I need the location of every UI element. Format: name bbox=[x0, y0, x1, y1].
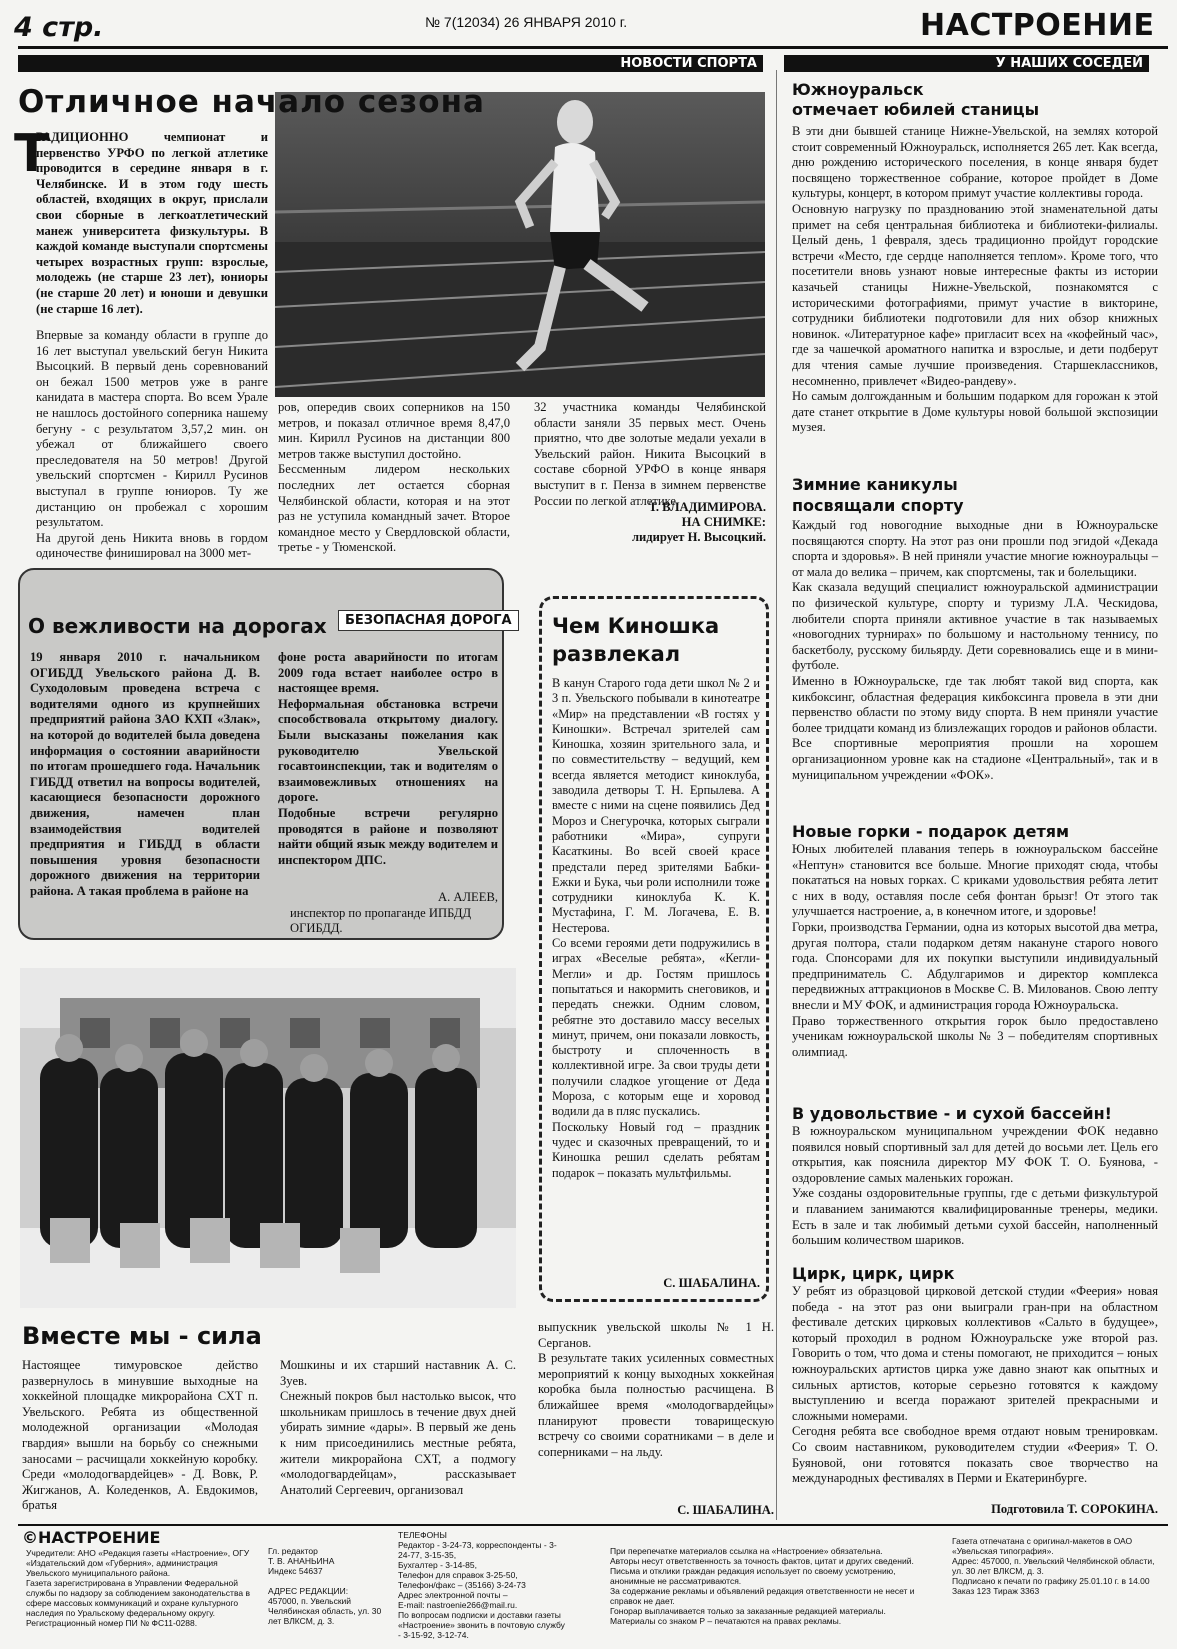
right-a5-title: Цирк, цирк, цирк bbox=[792, 1264, 955, 1283]
article2-col1: 19 января 2010 г. начальником ОГИБДД Увельского района Д. В. Суходоловым проведена встреча с водителями одного из крупнейших предприятий района ЗАО КХП «Злак», на которой до водителей была доведена информация о состоянии аварийности по итогам прошедшего года. Начальник ГИБДД ответил на вопросы водителей, касающиеся безопасности дорожного движения, намечен план взаимодействия водителей предприятия и ГИБДД в области повышения уровня безопасности дорожного движения на территории района. А такая проблема в районе на bbox=[30, 650, 260, 898]
footer-editor: Гл. редактор Т. В. АНАНЬИНА Индекс 54637 АДРЕС РЕДАКЦИИ: 457000, п. Увельский Челябинская область, ул. 30 лет ВЛКСМ, д. 3. bbox=[268, 1546, 382, 1626]
article4-col1: Настоящее тимуровское действо развернулось в минувшие выходные на хоккейной площадке микрорайона СХТ п. Увельского. Ребята из общественной молодежной организации «Молодая гвардия» вышли на борьбу со снежными заносами – расчищали хоккейную коробку. Среди «молодогвардейцев» - Д. Вовк, Р. Жигжанов, А. Коледенков, А. Евдокимов, братья bbox=[22, 1358, 258, 1513]
article2-signature-role: инспектор по пропаганде ИПБДД ОГИБДД. bbox=[290, 906, 472, 935]
footer-printing: Газета отпечатана с оригинал-макетов в ОАО «Увельская типография». Адрес: 457000, п. Увельский Челябинской области, ул. 30 лет ВЛКСМ, д. 3. Подписано к печати по графику 25.01.10 г. в 14.00 Заказ 123 Тираж 3363 bbox=[952, 1536, 1155, 1596]
right-column-divider bbox=[776, 70, 777, 1520]
article1-drop-cap: Т bbox=[14, 124, 50, 184]
right-a2-title: Зимние каникулы посвящали спорту bbox=[792, 475, 964, 515]
header-rule bbox=[18, 46, 1168, 49]
right-a1-title: Южноуральск отмечает юбилей станицы bbox=[792, 80, 1040, 119]
article1-lead: РАДИЦИОННО чемпионат и первенство УРФО по легкой атлетике проводится в середине января в г. Челябинске. И в этом году шесть областей, входящих в округ, прислали свои сборные в легкоатлетический манеж университета физкультуры. В каждой команде выступали спортсмены четырех возрастных групп: взрослые, молодежь (не старше 23 лет), юниоры (не старше 20 лет) и юноши и девушки (не старше 16 лет). bbox=[36, 130, 268, 316]
page-number: 4 стр. bbox=[14, 12, 104, 43]
article2-rubric: БЕЗОПАСНАЯ ДОРОГА bbox=[338, 610, 519, 631]
right-a3-body: Юных любителей плавания теперь в южноуральском бассейне «Нептун» становится все больше. Многие приходят сюда, чтобы покататься на новых горках. С криками удовольствия ребята летит с них в воду, оставляя после себя фонтан брызг! От этого так улучшается настроение, а, в конечном итоге, и здоровье! Горки, производства Германии, одна из которых высотой два метра, другая полтора, стали подарком детям накануне старого нового года. Спонсорами для их покупки выступили индивидуальный предприниматель С. Абдулгаримов и директор комплекса передвижных аттракционов в Москве С. В. Милованов. Свою лепту внесли и МУ ФОК, и администрация города Южноуральска. Право торжественного открытия горок было предоставлено ученикам южноуральской школы № 3 – победителям спортивных олимпиад. bbox=[792, 842, 1158, 1059]
volunteers-photo bbox=[20, 968, 516, 1308]
right-a5-signature: Подготовила Т. СОРОКИНА. bbox=[991, 1502, 1158, 1516]
article2-signature: А. АЛЕЕВ, bbox=[438, 890, 498, 904]
right-a1-body: В эти дни бывшей станице Нижне-Увельской, на землях которой стоит современный Южноуральск, исполняется 265 лет. Как всегда, дню рождению исторического поселения, в конце января будет посвящено торжественное собрание, которое пройдет в Доме культуры, концерт, в котором примут участие коллективы города. Основную нагрузку по празднованию этой знаменательной даты примет на себя центральная библиотека и библиотеки-филиалы. Целый день, 1 февраля, здесь традиционно пройдут городские встречи «Место, где сердце наполняется теплом». Кроме того, что посетители вновь узнают новые интересные факты из истории казачьей станицы Нижне-Увельской, познакомятся с историческими фотографиями, примут участие в викторине, сотрудники библиотеки подготовили для них обзор книжных новинок. «Литературное кафе» пригласит всех на «кофейный час», где за чашечкой ароматного напитка и взрослые, и дети подберут для чтения самые лучшие произведения. Старшеклассников, несомненно, привлечет «Видео-рандеву». Но самым долгожданным и большим подарком для горожан к этой дате станет открытие в Доме культуры новой большой экспозиции музея. bbox=[792, 124, 1158, 435]
article4-title: Вместе мы - сила bbox=[22, 1322, 262, 1350]
article2-title: О вежливости на дорогах bbox=[28, 614, 327, 638]
footer-logo: ©НАСТРОЕНИЕ bbox=[22, 1528, 161, 1547]
article3-body: В канун Старого года дети школ № 2 и 3 п. Увельского побывали в кинотеатре «Мир» на представлении «В гостях у Киношки». Встречал зрителей сам Киношка, хозяин зрительного зала, и по совместительству – ведущий, кем всегда является методист киноклуба, заводила детворы Т. Н. Ерпылева. А вместе с ними на сцене появились Дед Мороз и Снегурочка, которых сыграли работники «Мира», супруги Касаткины. Во всей своей красе предстали перед зрителями Бабки-Ежки и Бука, чьи роли исполнили тоже сотрудники киноклуба К. К. Мустафина, Г. М. Логачева, Е. В. Нестерова. Со всеми героями дети подружились в играх «Веселые ребята», «Кегли-Мегли» и др. Гостям пришлось попытаться и накормить снеговиков, и передать снежки. Одним словом, ребятне это доставило массу веселых минут, причем, они показали ловкость, быстроту и сплоченность в коллективной игре. За свои труды дети получили сладкое угощение от Деда Мороза, с которым еще и хоровод водили да в пляс пускались. Поскольку Новый год – праздник чудес и сказочных превращений, то и Киношка решил сделать ребятам подарок – показать мультфильмы. bbox=[552, 676, 760, 1180]
article1-signature: Т. ВЛАДИМИРОВА. НА СНИМКЕ: лидирует Н. Высоцкий. bbox=[631, 500, 766, 544]
issue-line: № 7(12034) 26 ЯНВАРЯ 2010 г. bbox=[425, 14, 628, 30]
rubric-sports: НОВОСТИ СПОРТА bbox=[18, 55, 763, 72]
article1-title: Отличное начало сезона bbox=[18, 84, 485, 120]
footer-founders: Учредители: АНО «Редакция газеты «Настроение», ОГУ «Издательский дом «Губерния», администрация Увельского муниципального района. Газета зарегистрирована в Управлении Федеральной службы по надзору за соблюдением законодательства в сфере массовых коммуникаций и охране культурного наследия по Уральскому федеральному округу. Регистрационный номер ПИ № ФС11-0288. bbox=[26, 1548, 250, 1628]
article4-signature: С. ШАБАЛИНА. bbox=[677, 1503, 774, 1517]
footer-notes: При перепечатке материалов ссылка на «Настроение» обязательна. Авторы несут ответственность за точность фактов, цитат и других сведений. Письма и отклики граждан редакция использует по своему усмотрению, анонимные не рассматриваются. За содержание рекламы и объявлений редакция ответственности не несет и справок не дает. Гонорар выплачивается только за заказанные редакцией материалы. Материалы со знаком Р – печатаются на правах рекламы. bbox=[610, 1546, 915, 1626]
right-a3-title: Новые горки - подарок детям bbox=[792, 822, 1070, 841]
article3-title: Чем Киношка развлекал bbox=[552, 614, 720, 666]
footer-rule bbox=[18, 1524, 1168, 1526]
right-a4-title: В удовольствие - и сухой бассейн! bbox=[792, 1104, 1112, 1123]
article1-col3: 32 участника команды Челябинской области заняли 35 первых мест. Очень приятно, что две золотые медали уехали в Увельский район. Никита Высоцкий в составе сборной УРФО в конце января выступит в г. Пенза в зимнем первенстве России по легкой атлетике. bbox=[534, 400, 766, 508]
article2-col2: фоне роста аварийности по итогам 2009 года встает наиболее остро в настоящее время. Неформальная обстановка встречи способствовала открытому диалогу. Были высказаны пожелания как руководителю Увельской госавтоинспекции, так и водителям о взаимовежливых отношениях на дороге. Подобные встречи регулярно проводятся в районе и позволяют найти общий язык между водителем и инспектором ДПС. bbox=[278, 650, 498, 867]
article1-col2: ров, опередив своих соперников на 150 метров, и показал отличное время 8,47,0 мин. Кирилл Русинов на дистанции 800 метров также выступил достойно. Бессменным лидером нескольких последних лет остается сборная Челябинской области, которая и на этот раз не уступила командный зачет. Второе командное место у Свердловской области, третье - у Тюменской. bbox=[278, 400, 510, 555]
article3-signature: С. ШАБАЛИНА. bbox=[663, 1276, 760, 1290]
article4-col2: Мошкины и их старший наставник А. С. Зуев. Снежный покров был настолько высок, что школьникам пришлось в течение двух дней убирать зимние «дары». В первый же день к ним присоединились местные ребята, жители микрорайона СХТ, а подмогу «молодогвардейцам», рассказывает Анатолий Сергеевич, организовал bbox=[280, 1358, 516, 1497]
footer-phones: ТЕЛЕФОНЫ Редактор - 3-24-73, корреспонденты - 3-24-77, 3-15-35, Бухгалтер - 3-14-85, Телефон для справок 3-25-50, Телефон/факс – (35166) 3-24-73 Адрес электронной почты – E-mail: nastroenie266@mail.ru. По вопросам подписки и доставки газеты «Настроение» звонить в почтовую службу - 3-15-92, 3-12-74. bbox=[398, 1530, 565, 1640]
right-a4-body: В южноуральском муниципальном учреждении ФОК недавно появился новый спортивный зал для детей до восьми лет. Цель его открытия, как пояснила директор МУ ФОК Т. О. Буянова, - оздоровление самых маленьких горожан. Уже созданы оздоровительные группы, где с детьми физкультурой и плаванием занимаются квалифицированные тренеры, медики. Есть в зале и так любимый детьми сухой бассейн, наполненный большим количеством шариков. bbox=[792, 1124, 1158, 1248]
masthead: НАСТРОЕНИЕ bbox=[920, 8, 1155, 43]
rubric-neighbors: У НАШИХ СОСЕДЕЙ bbox=[784, 55, 1149, 72]
right-a5-body: У ребят из образцовой цирковой детской студии «Феерия» новая победа - на этот раз они выиграли гран-при на областном фестивале детских цирковых коллективов «Сальто в будущее», который проходил в родном Южноуральске уже второй раз. Говорить о том, что дома и стены помогают, не приходится – юных южноуральских артистов цирка уже давно знают как опытных и сильных артистов, которые серьезно готовятся к каждому выступлению и всегда поражают зрителей прекрасными и сложными номерами. Сегодня ребята все свободное время отдают новым тренировкам. Со своим наставником, руководителем студии «Феерия» Т. О. Буяновой, они готовятся показать свое творчество на международных фестивалях в Перми и Екатеринбурге. bbox=[792, 1284, 1158, 1486]
article4-col3: выпускник увельской школы № 1 Н. Серганов. В результате таких усиленных совместных мероприятий к концу выходных хоккейная коробка была полностью расчищена. В ближайшее время «молодогвардейцы» планируют провести товарищескую встречу со своими соратниками – в деле и соперниками – на льду. bbox=[538, 1320, 774, 1459]
article1-col1: Впервые за команду области в группе до 16 лет выступал увельский бегун Никита Высоцкий. В первый день соревнований он бежал 1500 метров уже в ранге канидата в мастера спорта. Во всем Урале не нашлось достойного соперника нашему бегуну - с результатом 3,57,2 мин. он убежал от ближайшего своего преследователя на 50 метров! Другой увельский спортсмен - Кирилл Русинов выступал в группе юниоров. Ту же дистанцию он пробежал с хорошим результатом. На другой день Никита вновь в гордом одиночестве финишировал на 3000 мет- bbox=[36, 328, 268, 561]
runner-photo bbox=[275, 92, 765, 397]
right-a2-body: Каждый год новогодние выходные дни в Южноуральске посвящаются спорту. На этот раз они прошли под эгидой «Декада спорта и здоровья». В ней приняли участие многие южноуральцы – от мала до велика – причем, как спортсмены, так и болельщики. Как сказала ведущий специалист южноуральской администрации по физической культуре, спорту и туризму Л.А. Ческидова, любители спорта приняли активное участие в так называемых «новогодних турнирах» по большому и настольному теннису, по баскетболу, русскому бильярду. Дети соревновались еще и в мини-футболе. Именно в Южноуральске, где так любят такой вид спорта, как кикбоксинг, областная федерация кикбоксинга провела в эти дни первенство области по этому виду спорта. В нем приняли участие более тридцати команд из близлежащих городов и районов области. Все спортивные мероприятия прошли на хорошем организационном уровне как на стадионе «Центральный», так и в муниципальном учреждении «ФОК». bbox=[792, 518, 1158, 782]
